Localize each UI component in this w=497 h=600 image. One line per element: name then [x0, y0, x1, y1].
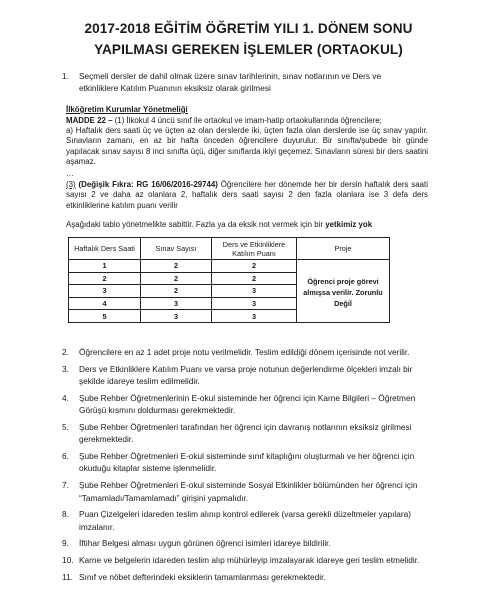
list-item [62, 346, 434, 358]
table-cell: 3 [212, 310, 297, 323]
table-cell: 2 [141, 260, 212, 273]
list-item-text: Karne ve belgelerin idareden teslim alıp mühürleyip imzalayarak idareye geri teslim etmelidir. [79, 555, 420, 566]
table-cell: 2 [141, 272, 212, 285]
table-row [69, 260, 390, 273]
change-number: (3) [66, 180, 76, 189]
list-item-text: Şube Rehber Öğretmenleri tarafından her öğrenci için davranış notlarının eksiksiz girilmesi gerekmektedir. [79, 421, 412, 445]
regulation-line-a: a) Haftalık ders saati üç ve üçten az olan derslerde iki, üçten fazla olan derslerde ise üç sınav yapılır. Sınavların zamanı, en az bir hafta önceden öğrencilere duyurulur. Bir sınıfta/şubede bir günde yapılacak sınav sayısı 8 inci sınıfta üçü, diğer sınıflarda ikiyi geçemez. Sınavların süresi bir ders saatini aşamaz. [66, 126, 428, 167]
project-note-cell: Öğrenci proje görevi almışsa verilir. Zorunlu Değil [297, 260, 390, 323]
document-title-line2: YAPILMASI GEREKEN İŞLEMLER (ORTAOKUL) [94, 42, 403, 57]
list-item [62, 450, 434, 475]
madde-text: (1) İlkokul 4 üncü sınıf ile ortaokul ve imam-hatip ortaokullarında öğrencilere; [112, 116, 382, 125]
list-item-number: 10. [62, 555, 74, 566]
table-intro-text: Aşağıdaki tablo yönetmelikte sabittir. Fazla ya da eksik not vermek için bir [66, 220, 326, 229]
table-cell: 2 [69, 272, 141, 285]
table-cell: 3 [212, 285, 297, 298]
list-item-text: İftihar Belgesi alması uygun görünen öğrenci isimleri idareye bildirilir. [79, 538, 331, 549]
madde-label: MADDE 22 – [66, 116, 113, 125]
list-item-number: 2. [62, 347, 69, 357]
list-item-number: 9. [62, 538, 69, 549]
list-item-number: 8. [62, 509, 69, 520]
regulation-dots: … [66, 169, 74, 178]
change-text: Öğrencilere her dönemde her bir dersin haftalık ders saati sayısı 2 ve daha az olanlara 2, haftalık ders saati sayısı 2 den fazla olanlara ise 3 defa ders etkinliklerine katılım puanı verilir [66, 180, 428, 210]
table-cell: 5 [69, 310, 141, 323]
list-item-number: 7. [62, 480, 69, 491]
list-item-text: Şube Rehber Öğretmenleri E-okul sisteminde Sosyal Etkinlikler bölümünden her öğrenci için “Tamamladı/Tamamlamadı” girişini yapmalıdır. [79, 480, 418, 503]
table-cell: 3 [141, 310, 212, 323]
list-item [62, 363, 434, 388]
list-item-text: Sınıf ve nöbet defterindeki eksiklerin tamamlanması gerekmektedir. [79, 571, 326, 582]
header-weekly-hours: Haftalık Ders Saati [69, 238, 141, 260]
list-item [62, 537, 434, 549]
regulation-madde [66, 116, 428, 126]
list-item-number: 11. [62, 571, 73, 582]
table-cell: 3 [69, 285, 141, 298]
list-item-number: 4. [62, 392, 69, 403]
list-item-number: 6. [62, 451, 69, 462]
regulation-change [66, 180, 428, 211]
list-item-text: Puan Çizelgeleri idareden teslim alınıp kontrol edilerek (varsa gerekli düzeltmeler yapılara) imzalanır. [79, 509, 412, 532]
list-item [62, 508, 434, 533]
document-title-line1: 2017-2018 EĞİTİM ÖĞRETİM YILI 1. DÖNEM SONU [84, 21, 413, 36]
header-participation: Ders ve Etkinliklere Katılım Puanı [212, 238, 297, 260]
table-cell: 2 [141, 285, 212, 298]
list-item-number: 3. [62, 363, 69, 374]
table-cell: 2 [212, 272, 297, 285]
item-1-number: 1. [62, 71, 69, 81]
list-item-text: Şube Rehber Öğretmenleri E-okul sisteminde sınıf kitaplığını oluşturmalı ve her öğrenci için okuduğu kitaplar sisteme işlenmelidir. [79, 451, 415, 474]
item-1-text: Seçmeli dersler de dahil olmak üzere sınav tarihlerinin, sınav notlarının ve Ders ve etkinliklere Katılım Puanının eksiksiz olarak girilmesi [79, 71, 382, 94]
list-item-number: 5. [62, 421, 69, 432]
list-item [62, 421, 434, 446]
table-cell: 3 [141, 297, 212, 310]
task-list [62, 346, 434, 587]
list-item-text: Öğrencilere en az 1 adet proje notu verilmelidir. Teslim edildiği dönem içerisinde not verilir. [79, 347, 410, 357]
list-item [62, 554, 434, 566]
change-label: (Değişik Fıkra: RG 16/06/2016-29744) [78, 180, 218, 189]
list-item-text: Ders ve Etkinliklere Katılım Puanı ve varsa proje notunun değerlendirme ölçekleri imzalı bir şekilde idareye teslim edilmelidir. [79, 363, 413, 387]
list-item-text: Şube Rehber Öğretmenlerinin E-okul sisteminde her öğrenci için Karne Bilgileri – Öğretmen Görüşü kısmını doldurması gerekmektedir. [79, 392, 416, 416]
list-item [62, 571, 434, 583]
table-cell: 3 [212, 297, 297, 310]
exam-count-table [68, 237, 390, 323]
table-cell: 2 [212, 260, 297, 273]
table-header-row [69, 238, 390, 260]
header-exam-count: Sınav Sayısı [141, 238, 212, 260]
list-item [62, 392, 434, 417]
list-item [62, 479, 434, 504]
table-intro [66, 220, 446, 230]
table-cell: 4 [69, 297, 141, 310]
header-project: Proje [297, 238, 390, 260]
regulation-heading-block [66, 105, 428, 115]
regulation-heading: İlköğretim Kurumlar Yönetmeliği [66, 105, 188, 114]
table-intro-bold: yetkimiz yok [325, 220, 373, 229]
table-cell: 1 [69, 260, 141, 273]
